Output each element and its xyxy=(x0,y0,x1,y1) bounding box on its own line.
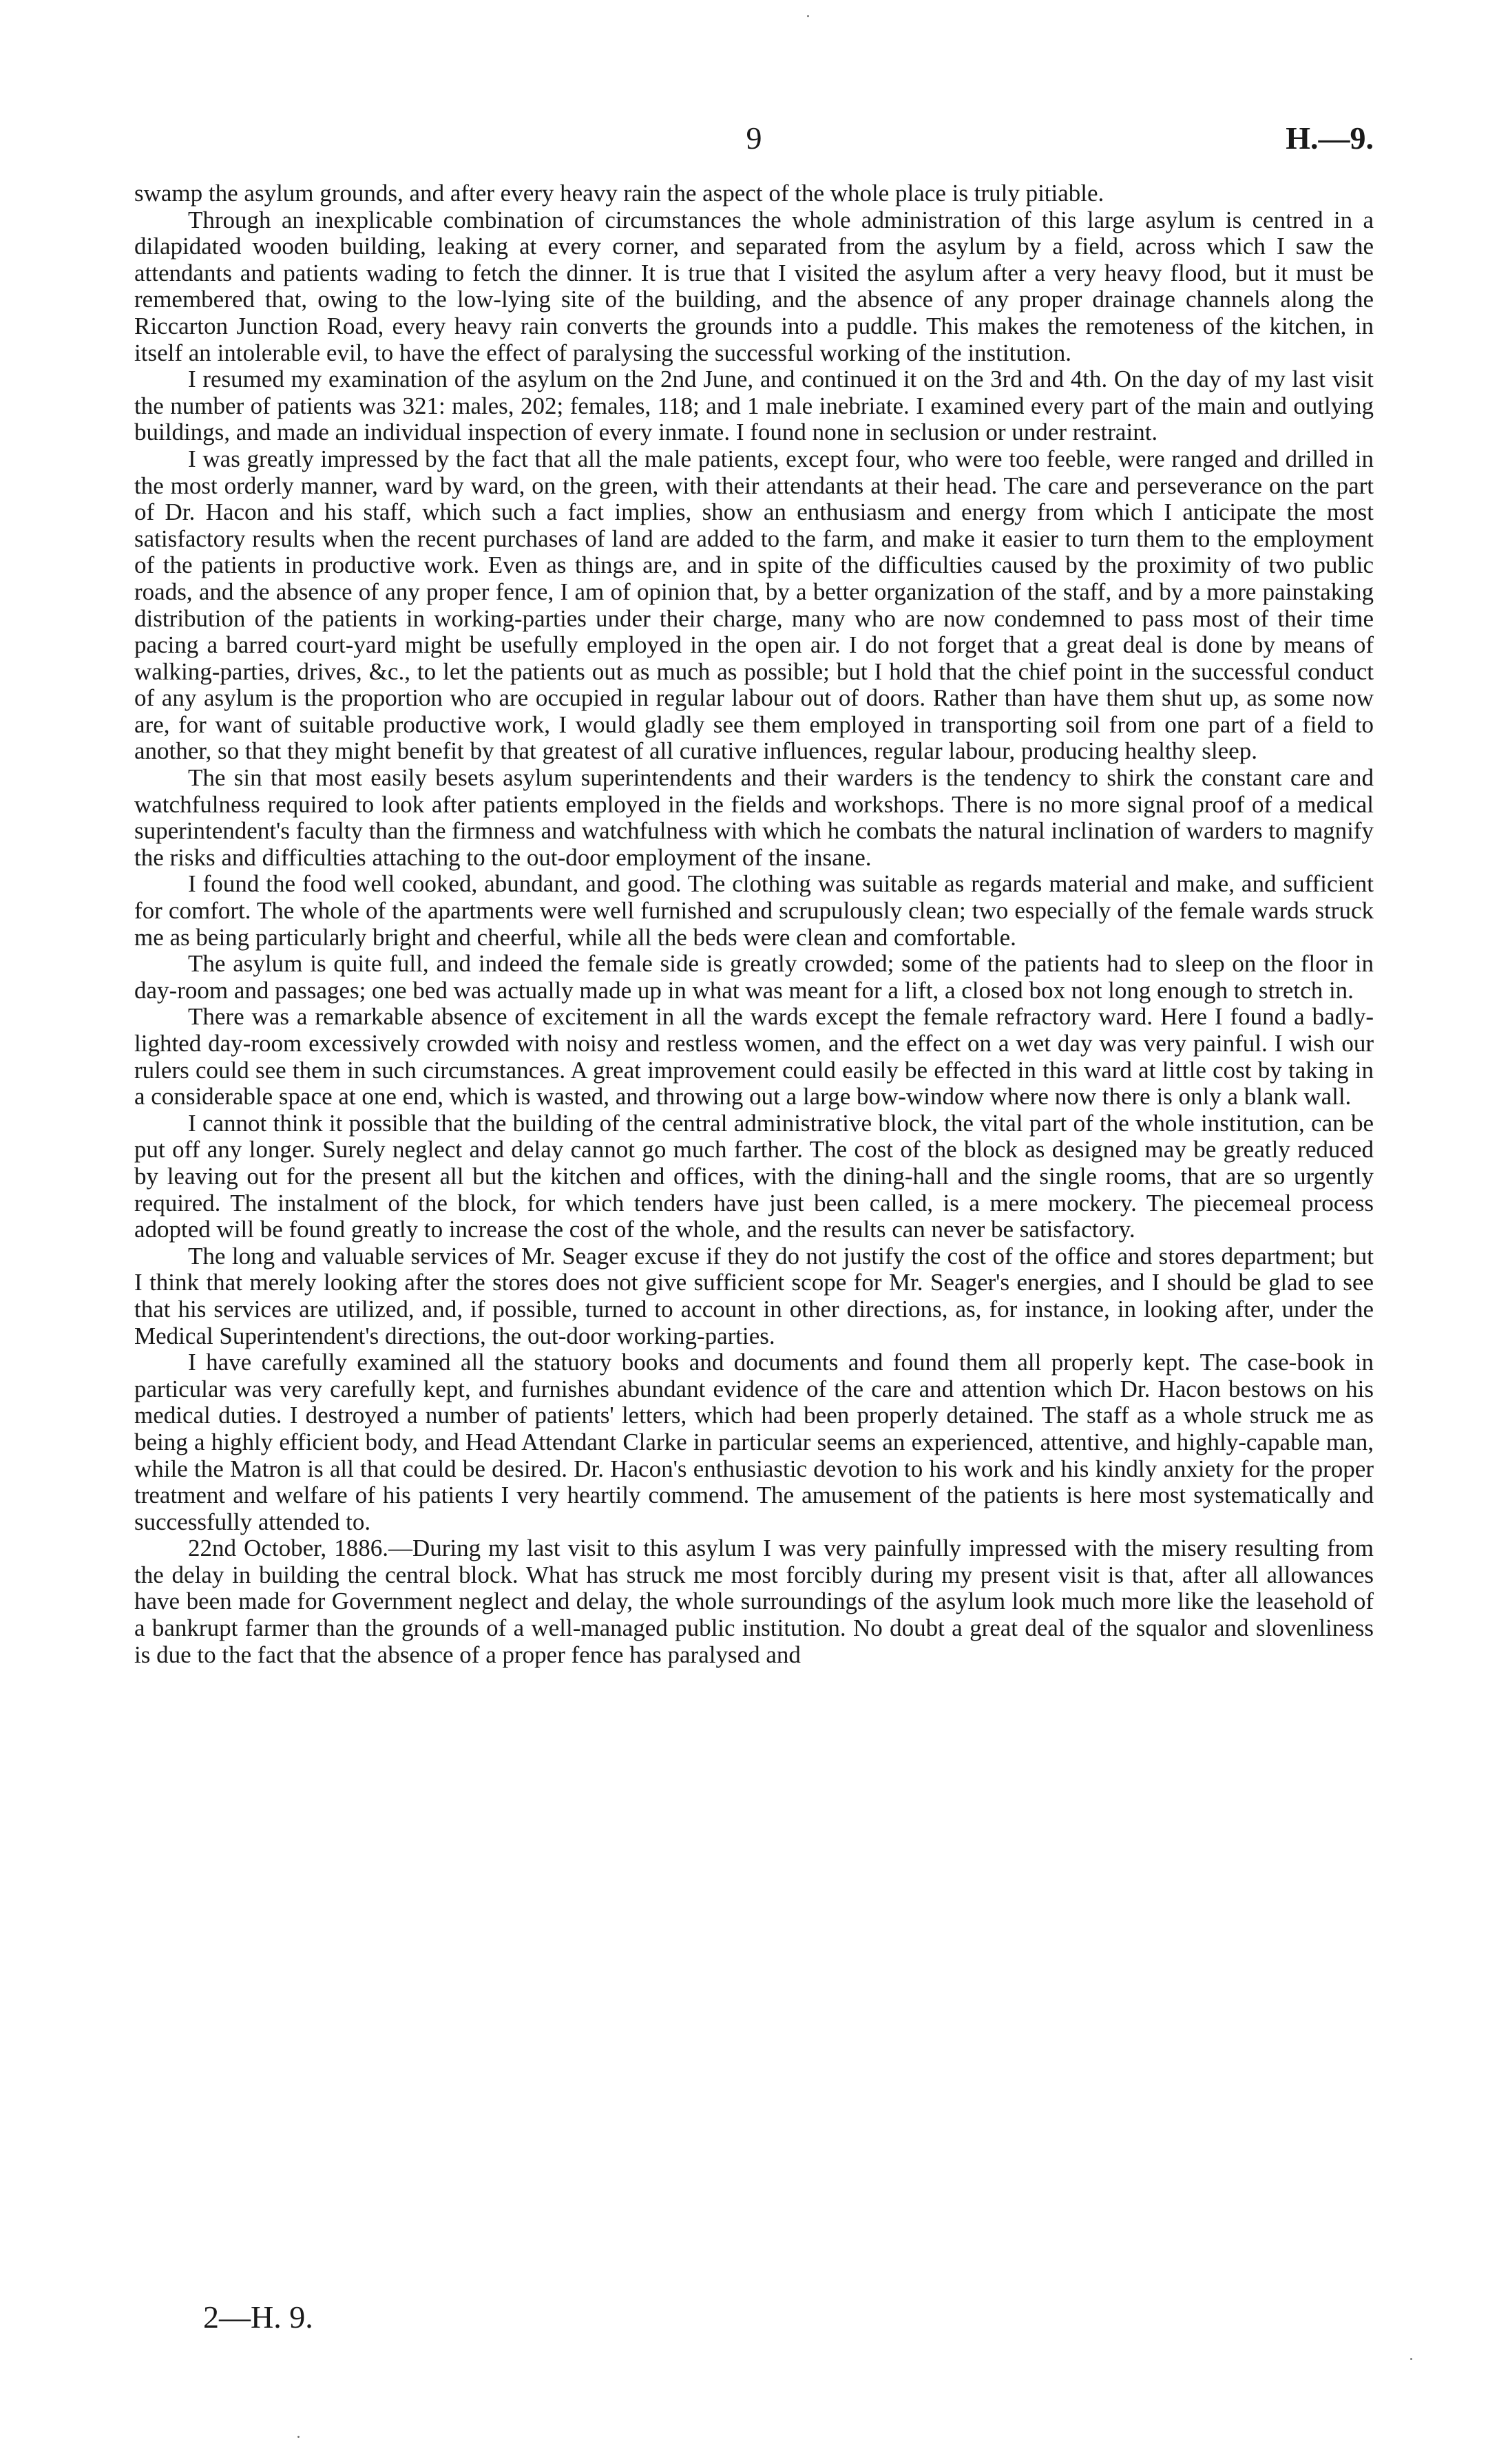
paragraph: I have carefully examined all the statuory books and documents and found them all properly kept. The case-book in particular was very carefully kept, and furnishes abundant evidence of the care and attention which Dr. Hacon bestows on his medical duties. I destroyed a number of patients' letters, which had been properly detained. The staff as a whole struck me as being a highly efficient body, and Head Attendant Clarke in particular seems an experienced, attentive, and highly-capable man, while the Matron is all that could be desired. Dr. Hacon's enthusiastic devotion to his work and his kindly anxiety for the proper treatment and welfare of his patients I very heartily commend. The amusement of the patients is here most systematically and successfully attended to. xyxy=(134,1349,1374,1535)
paragraph: The sin that most easily besets asylum superintendents and their warders is the tendency to shirk the constant care and watchfulness required to look after patients employed in the fields and workshops. There is no more signal proof of a medical superintendent's faculty than the firmness and watchfulness with which he combats the natural inclination of warders to magnify the risks and difficulties attaching to the out-door employment of the insane. xyxy=(134,764,1374,871)
paragraph-continuation: swamp the asylum grounds, and after every heavy rain the aspect of the whole place is truly pitiable. xyxy=(134,180,1104,207)
paragraph: I resumed my examination of the asylum on the 2nd June, and continued it on the 3rd and 4th. On the day of my last visit the number of patients was 321: males, 202; females, 118; and 1 male inebriate. I examined every part of the main and outlying buildings, and made an individual inspection of every inmate. I found none in seclusion or under restraint. xyxy=(134,366,1374,446)
scan-speck xyxy=(807,15,809,17)
page-header xyxy=(134,120,1374,162)
signature-mark: 2—H. 9. xyxy=(203,2299,313,2335)
body-text xyxy=(134,180,1374,1668)
paragraph: Through an inexplicable combination of circumstances the whole administration of this large asylum is centred in a dilapidated wooden building, leaking at every corner, and separated from the asylum by a field, across which I saw the attendants and patients wading to fetch the dinner. It is true that I visited the asylum after a very heavy flood, but it must be remembered that, owing to the low-lying site of the building, and the absence of any proper drainage channels along the Riccarton Junction Road, every heavy rain converts the grounds into a puddle. This makes the remoteness of the kitchen, in itself an intolerable evil, to have the effect of paralysing the successful working of the institution. xyxy=(134,206,1374,366)
paragraph: I cannot think it possible that the building of the central administrative block, the vital part of the whole institution, can be put off any longer. Surely neglect and delay cannot go much farther. The cost of the block as designed may be greatly reduced by leaving out for the present all but the kitchen and offices, with the dining-hall and the single rooms, that are so urgently required. The instalment of the block, for which tenders have just been called, is a mere mockery. The piecemeal process adopted will be found greatly to increase the cost of the whole, and the results can never be satisfactory. xyxy=(134,1109,1374,1243)
paragraph: The long and valuable services of Mr. Seager excuse if they do not justify the cost of the office and stores department; but I think that merely looking after the stores does not give sufficient scope for Mr. Seager's energies, and I should be glad to see that his services are utilized, and, if possible, turned to account in other directions, as, for instance, in looking after, under the Medical Superintendent's directions, the out-door working-parties. xyxy=(134,1242,1374,1349)
scan-speck xyxy=(297,2436,300,2438)
page-number: 9 xyxy=(746,120,762,156)
paragraph: There was a remarkable absence of excitement in all the wards except the female refractory ward. Here I found a badly-lighted day-room excessively crowded with noisy and restless women, and the effect on a wet day was very painful. I wish our rulers could see them in such circumstances. A great improvement could easily be effected in this ward at little cost by taking in a considerable space at one end, which is wasted, and throwing out a large bow-window where now there is only a blank wall. xyxy=(134,1003,1374,1110)
paragraph: The asylum is quite full, and indeed the female side is greatly crowded; some of the patients had to sleep on the floor in day-room and passages; one bed was actually made up in what was meant for a lift, a closed box not long enough to stretch in. xyxy=(134,950,1374,1004)
scan-speck xyxy=(1410,2358,1412,2360)
document-reference: H.—9. xyxy=(1286,120,1374,156)
paragraph-dated-entry: 22nd October, 1886.—During my last visit to this asylum I was very painfully impressed with the misery resulting from the delay in building the central block. What has struck me most forcibly during my present visit is that, after all allowances have been made for Government neglect and delay, the whole surroundings of the asylum look much more like the leasehold of a bankrupt farmer than the grounds of a well-managed public institution. No doubt a great deal of the squalor and slovenliness is due to the fact that the absence of a proper fence has paralysed and xyxy=(134,1535,1374,1668)
paragraph: I was greatly impressed by the fact that all the male patients, except four, who were too feeble, were ranged and drilled in the most orderly manner, ward by ward, on the green, with their attendants at their head. The care and perseverance on the part of Dr. Hacon and his staff, which such a fact implies, show an enthusiasm and energy from which I anticipate the most satisfactory results when the recent purchases of land are added to the farm, and make it easier to turn them to the employment of the patients in productive work. Even as things are, and in spite of the difficulties caused by the proximity of two public roads, and the absence of any proper fence, I am of opinion that, by a better organization of the staff, and by a more painstaking distribution of the patients in working-parties under their charge, many who are now condemned to pass most of their time pacing a barred court-yard might be usefully employed in the open air. I do not forget that a great deal is done by means of walking-parties, drives, &c., to let the patients out as much as possible; but I hold that the chief point in the successful conduct of any asylum is the proportion who are occupied in regular labour out of doors. Rather than have them shut up, as some now are, for want of suitable productive work, I would gladly see them employed in transporting soil from one part of a field to another, so that they might benefit by that greatest of all curative influences, regular labour, producing healthy sleep. xyxy=(134,445,1374,765)
paragraph: I found the food well cooked, abundant, and good. The clothing was suitable as regards material and make, and sufficient for comfort. The whole of the apartments were well furnished and scrupulously clean; two especially of the female wards struck me as being particularly bright and cheerful, while all the beds were clean and comfortable. xyxy=(134,870,1374,951)
